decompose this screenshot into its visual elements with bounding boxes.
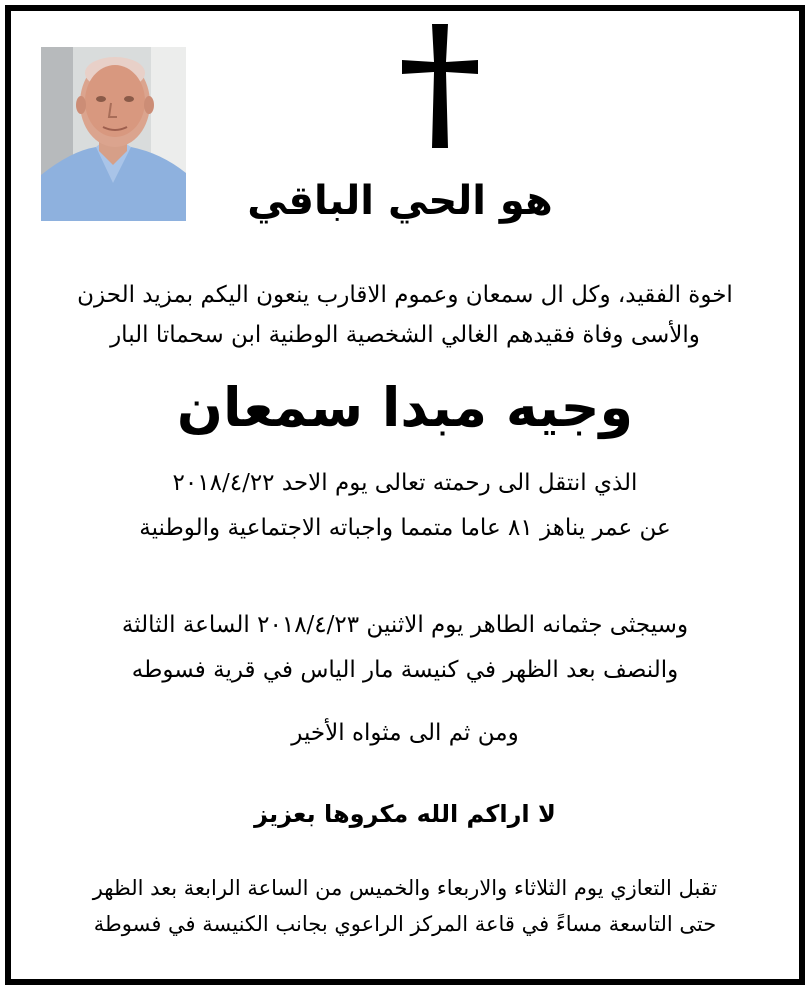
funeral-line-1: وسيجثى جثمانه الطاهر يوم الاثنين ٢٠١٨/٤/٢٣ الساعة الثالثة [121,612,689,638]
funeral-line-3: ومن ثم الى مثواه الأخير [291,720,519,746]
closing-prayer: لا اراكم الله مكروها بعزيز [254,800,556,828]
intro-line-1: اخوة الفقيد، وكل ال سمعان وعموم الاقارب ينعون اليكم بمزيد الحزن [77,282,733,308]
age-line: عن عمر يناهز ٨١ عاما متمما واجباته الاجتماعية والوطنية [139,515,671,541]
deceased-name: وجيه مبدا سمعان [176,376,634,439]
cross-icon [400,22,480,150]
death-date-line: الذي انتقل الى رحمته تعالى يوم الاحد ٢٠١٨/٤/٢٢ [172,470,638,496]
condolence-line-1: تقبل التعازي يوم الثلاثاء والاربعاء والخميس من الساعة الرابعة بعد الظهر [92,876,718,900]
funeral-line-2: والنصف بعد الظهر في كنيسة مار الياس في قرية فسوطه [131,657,679,683]
condolence-line-2: حتى التاسعة مساءً في قاعة المركز الراعوي بجانب الكنيسة في فسوطة [93,912,717,936]
intro-line-2: والأسى وفاة فقيدهم الغالي الشخصية الوطنية ابن سحماتا البار [110,322,700,348]
notice-heading: هو الحي الباقي [247,178,553,224]
